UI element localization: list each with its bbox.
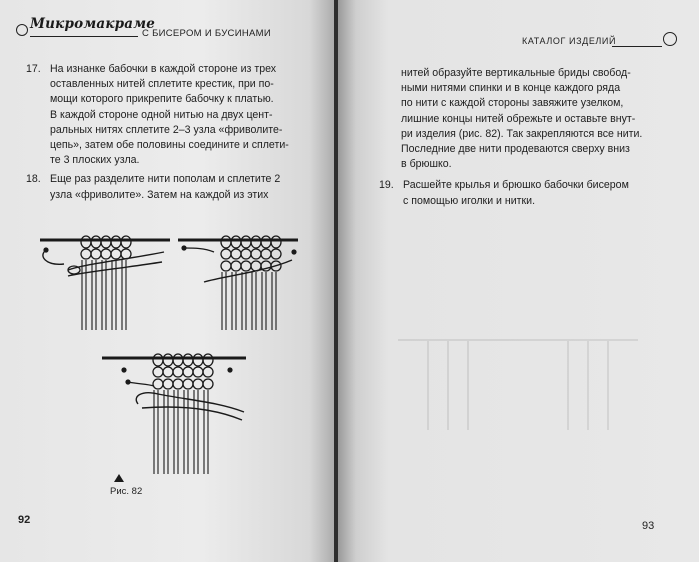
section-title: КАТАЛОГ ИЗДЕЛИЙ [522, 36, 617, 46]
triangle-marker-icon [114, 474, 124, 482]
text-line: по нити с каждой стороны завяжите узелком, [401, 97, 624, 110]
text-line: цепь», затем обе половины соедините и сплети- [50, 139, 289, 152]
text-line: оставленных нитей сплетите крестик, при по- [50, 78, 274, 91]
text-line: те 3 плоских узла. [50, 154, 140, 167]
step-number: 19. [379, 179, 394, 192]
header-rule [30, 36, 138, 37]
step-number: 18. [26, 173, 41, 186]
text-line: узла «фриволите». Затем на каждой из этих [50, 188, 269, 201]
figure-82-diagram-a [34, 226, 174, 334]
text-line: нитей образуйте вертикальные бриды свобод- [401, 67, 631, 79]
figure-82-diagram-b [174, 226, 314, 334]
text-line: в брюшко. [401, 158, 452, 171]
page-number-left: 92 [18, 514, 31, 526]
show-through-shadow [388, 330, 648, 440]
text-line: Последние две нити продеваются сверху вниз [401, 143, 630, 156]
series-subtitle: С БИСЕРОМ И БУСИНАМИ [142, 28, 271, 39]
text-line: ри изделия (рис. 82). Так закрепляются все нити. [401, 127, 643, 140]
step-18-continuation [377, 66, 663, 172]
step-17 [24, 62, 312, 168]
text-line: ными нитями спинки и в конце каждого ряда [401, 82, 621, 95]
right-text-column [377, 66, 663, 209]
text-line: лишние концы нитей обрежьте и оставьте внут- [401, 112, 636, 125]
text-line: ральных нитях сплетите 2–3 узла «фриволите- [50, 123, 283, 136]
text-line: В каждой стороне одной нитью на двух цент- [50, 108, 273, 121]
figure-caption: Рис. 82 [110, 486, 143, 497]
left-text-column [24, 62, 312, 203]
text-line: Расшейте крылья и брюшко бабочки бисером [403, 179, 629, 192]
text-line: Еще раз разделите нити пополам и сплетите 2 [50, 173, 281, 186]
step-18 [24, 172, 312, 202]
header-circle-ornament [16, 24, 28, 36]
running-header-right [518, 26, 698, 50]
left-page [0, 0, 336, 562]
text-line: с помощью иголки и нитки. [403, 194, 536, 207]
header-circle-ornament [663, 32, 677, 46]
figure-82-diagram-c [98, 344, 248, 478]
step-19 [377, 178, 663, 208]
text-line: мощи которого прикрепите бабочку к платью. [50, 93, 274, 106]
text-line: На изнанке бабочки в каждой стороне из трех [50, 63, 277, 75]
page-number-right: 93 [642, 520, 655, 532]
series-title: Микромакраме [30, 16, 156, 32]
right-page [338, 0, 699, 562]
step-number: 17. [26, 63, 41, 75]
running-header-left [12, 14, 332, 44]
header-rule [612, 46, 662, 47]
